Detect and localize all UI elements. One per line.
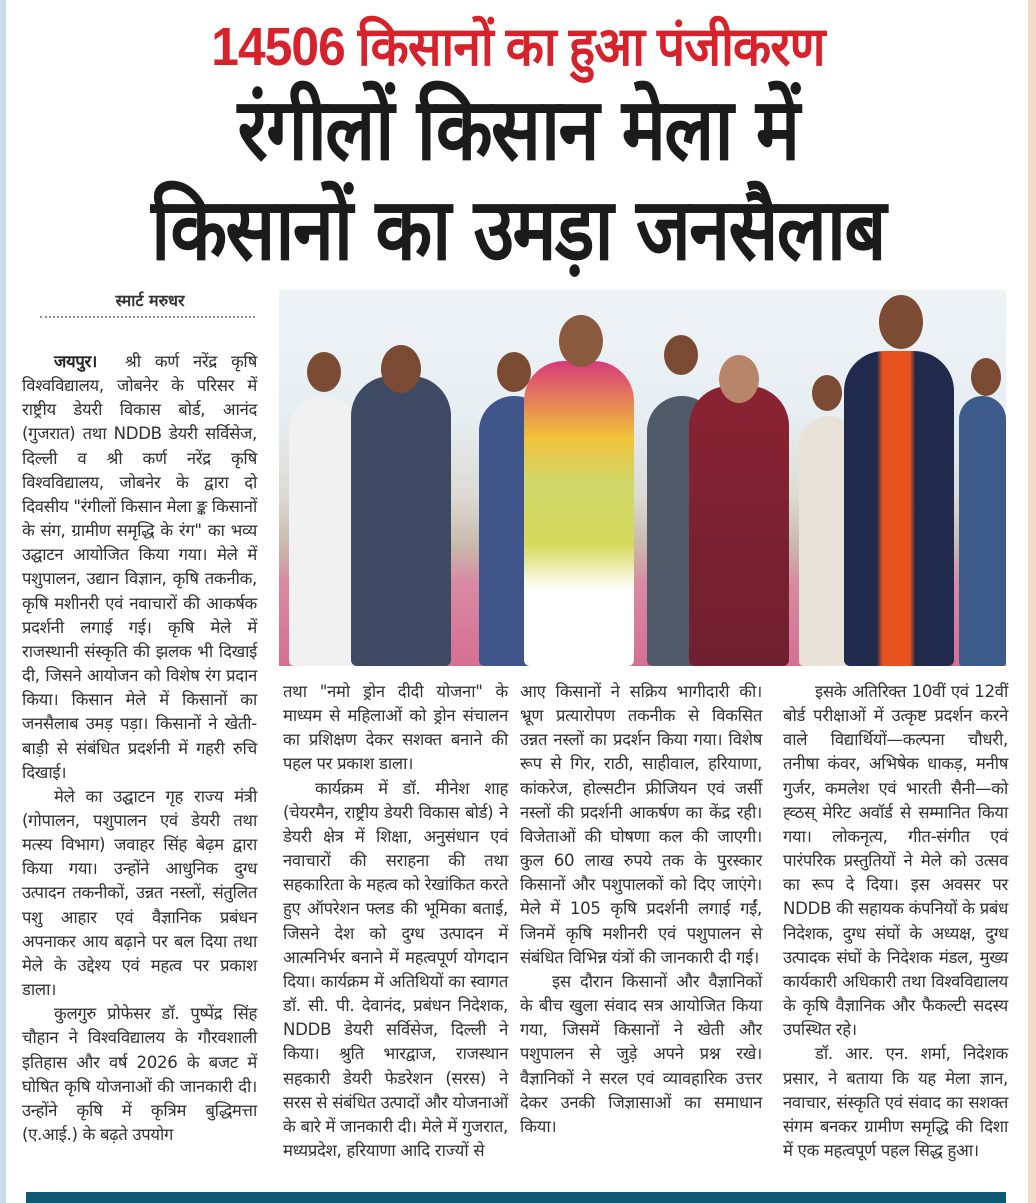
article-column-2 [283,680,508,1163]
article-paragraph: इसके अतिरिक्त 10वीं एवं 12वीं बोर्ड परीक्षाओं में उत्कृष्ट प्रदर्शन करने वाले विद्यार्थियों—कल्पना चौधरी, तनीषा कंवर, अभिषेक धाकड़, मनीष गुर्जर, कमलेश एवं भारती सैनी—को ह्व्ठस् मेरिट अवॉर्ड से सम्मानित किया गया। लोकनृत्य, गीत-संगीत एवं पारंपरिक प्रस्तुतियों ने मेले को उत्सव का रूप दे दिया। इस अवसर पर NDDB की सहायक कंपनियों के प्रबंध निदेशक, दुग्ध संघों के अध्यक्ष, दुग्ध उत्पादक संघों के निदेशक मंडल, मुख्य कार्यकारी अधिकारी तथा विश्वविद्यालय के कृषि वैज्ञानिक और फैकल्टी सदस्य उपस्थित रहे। [783,682,1008,1040]
article-column-4 [783,680,1008,1163]
article-paragraph: कुलगुरु प्रोफेसर डॉ. पुष्पेंद्र सिंह चौहान ने विश्वविद्यालय के गौरवशाली इतिहास और वर्ष 2026 के बजट में घोषित कृषि योजनाओं की जानकारी दी। उन्होंने कृषि में कृत्रिम बुद्धिमत्ता (ए.आई.) के बढ़ते उपयोग [22,1004,257,1144]
headline [0,80,1036,280]
person-head [719,355,759,403]
subheading: 14506 किसानों का हुआ पंजीकरण [211,17,825,77]
article-paragraph: तथा "नमो ड्रोन दीदी योजना" के माध्यम से महिलाओं को ड्रोन संचालन का प्रशिक्षण देकर सशक्त बनाने की पहल पर प्रकाश डाला। [283,682,508,774]
person-figure [351,376,451,666]
headline-line-1: रंगीलों किसान मेला में [237,80,799,180]
article-paragraph: डॉ. आर. एन. शर्मा, निदेशक प्रसार, ने बताया कि यह मेला ज्ञान, नवाचार, संस्कृति एवं संवाद का सशक्त संगम बनकर ग्रामीण समृद्धि की दिशा में एक महत्वपूर्ण पहल सिद्ध हुआ। [783,1044,1008,1160]
bottom-rule [26,1192,1006,1203]
headline-line-2: किसानों का उमड़ा जनसैलाब [151,180,885,280]
person-figure [289,396,359,666]
article-column-3 [520,680,762,1139]
news-photo [279,290,1006,666]
person-head [812,375,842,411]
paragraph-text: श्री कर्ण नरेंद्र कृषि विश्वविद्यालय, जोबनेर के परिसर में राष्ट्रीय डेयरी विकास बोर्ड, आनंद (गुजरात) तथा NDDB डेयरी सर्विसेज, दिल्ली व श्री कर्ण नरेंद्र कृषि विश्वविद्यालय, जोबनेर के द्वारा दो दिवसीय "रंगीलों किसान मेला ङ्क किसानों के संग, ग्रामीण समृद्धि के रंग" का भव्य उद्घाटन आयोजित किया गया। मेले में पशुपालन, उद्यान विज्ञान, कृषि तकनीक, कृषि मशीनरी एवं नवाचारों की आकर्षक प्रदर्शनी लगाई गई। कृषि मेले में राजस्थानी संस्कृति की झलक भी दिखाई दी, जिसने आयोजन को विशेष रंग प्रदान किया। किसान मेले में किसानों का जनसैलाब उमड़ पड़ा। किसानों ने खेती-बाड़ी से संबंधित प्रदर्शनी में गहरी रुचि दिखाई। [22,352,257,782]
byline-divider [40,316,255,318]
article-paragraph: मेले का उद्घाटन गृह राज्य मंत्री (गोपालन, पशुपालन एवं डेयरी तथा मत्स्य विभाग) जवाहर सिंह बेढ़म द्वारा किया गया। उन्होंने आधुनिक दुग्ध उत्पादन तकनीकों, उन्नत नस्लों, संतुलित पशु आहार एवं वैज्ञानिक प्रबंधन अपनाकर आय बढ़ाने पर बल दिया तथा मेले के उद्देश्य एवं महत्व पर प्रकाश डाला। [22,786,257,1000]
article-paragraph: आए किसानों ने सक्रिय भागीदारी की। भ्रूण प्रत्यारोपण तकनीक से विकसित उन्नत नस्लों का प्रदर्शन किया गया। विशेष रूप से गिर, राठी, साहीवाल, हरियाणा, कांकरेज, होल्सटीन फ्रीजियन एवं जर्सी नस्लों की प्रदर्शनी आकर्षण का केंद्र रही। विजेताओं की घोषणा कल की जाएगी। कुल 60 लाख रुपये तक के पुरस्कार किसानों और पशुपालकों को दिए जाएंगे। मेले में 105 कृषि प्रदर्शनी लगाई गईं, जिनमें कृषि मशीनरी एवं पशुपालन से संबंधित विभिन्न यंत्रों की जानकारी दी गई। [520,682,762,967]
person-head [307,352,341,392]
dateline: जयपुर। [54,352,97,371]
article-paragraph: कार्यक्रम में डॉ. मीनेश शाह (चेयरमैन, राष्ट्रीय डेयरी विकास बोर्ड) ने डेयरी क्षेत्र में शिक्षा, अनुसंधान एवं नवाचारों की सराहना की तथा सहकारिता के महत्व को रेखांकित करते हुए ऑपरेशन फ्लड की भूमिका बताई, जिसने देश को दुग्ध उत्पादन में आत्मनिर्भर बनाने में महत्वपूर्ण योगदान दिया। कार्यक्रम में अतिथियों का स्वागत डॉ. सी. पी. देवानंद, प्रबंधन निदेशक, NDDB डेयरी सर्विसेज, दिल्ली ने किया। श्रुति भारद्वाज, राजस्थान सहकारी डेयरी फेडरेशन (सरस) ने सरस से संबंधित उत्पादों और योजनाओं के बारे में जानकारी दी। मेले में गुजरात, मध्यप्रदेश, हरियाणा आदि राज्यों से [283,778,508,1160]
article-paragraph [22,350,257,785]
person-head [879,295,923,349]
article-paragraph: इस दौरान किसानों और वैज्ञानिकों के बीच खुला संवाद सत्र आयोजित किया गया, जिसमें किसानों ने खेती और पशुपालन से जुड़े अपने प्रश्न रखे। वैज्ञानिकों ने सरल एवं व्यावहारिक उत्तर देकर उनकी जिज्ञासाओं का समाधान किया। [520,971,762,1136]
person-figure [524,361,634,666]
person-figure [959,396,1006,666]
person-head [381,345,421,393]
person-head [971,358,1001,396]
article-column-1 [22,350,257,1147]
byline: स्मार्ट मरुधर [115,291,185,310]
person-figure [844,351,954,666]
person-figure [689,386,789,666]
person-head [559,315,603,367]
person-head [664,335,698,375]
